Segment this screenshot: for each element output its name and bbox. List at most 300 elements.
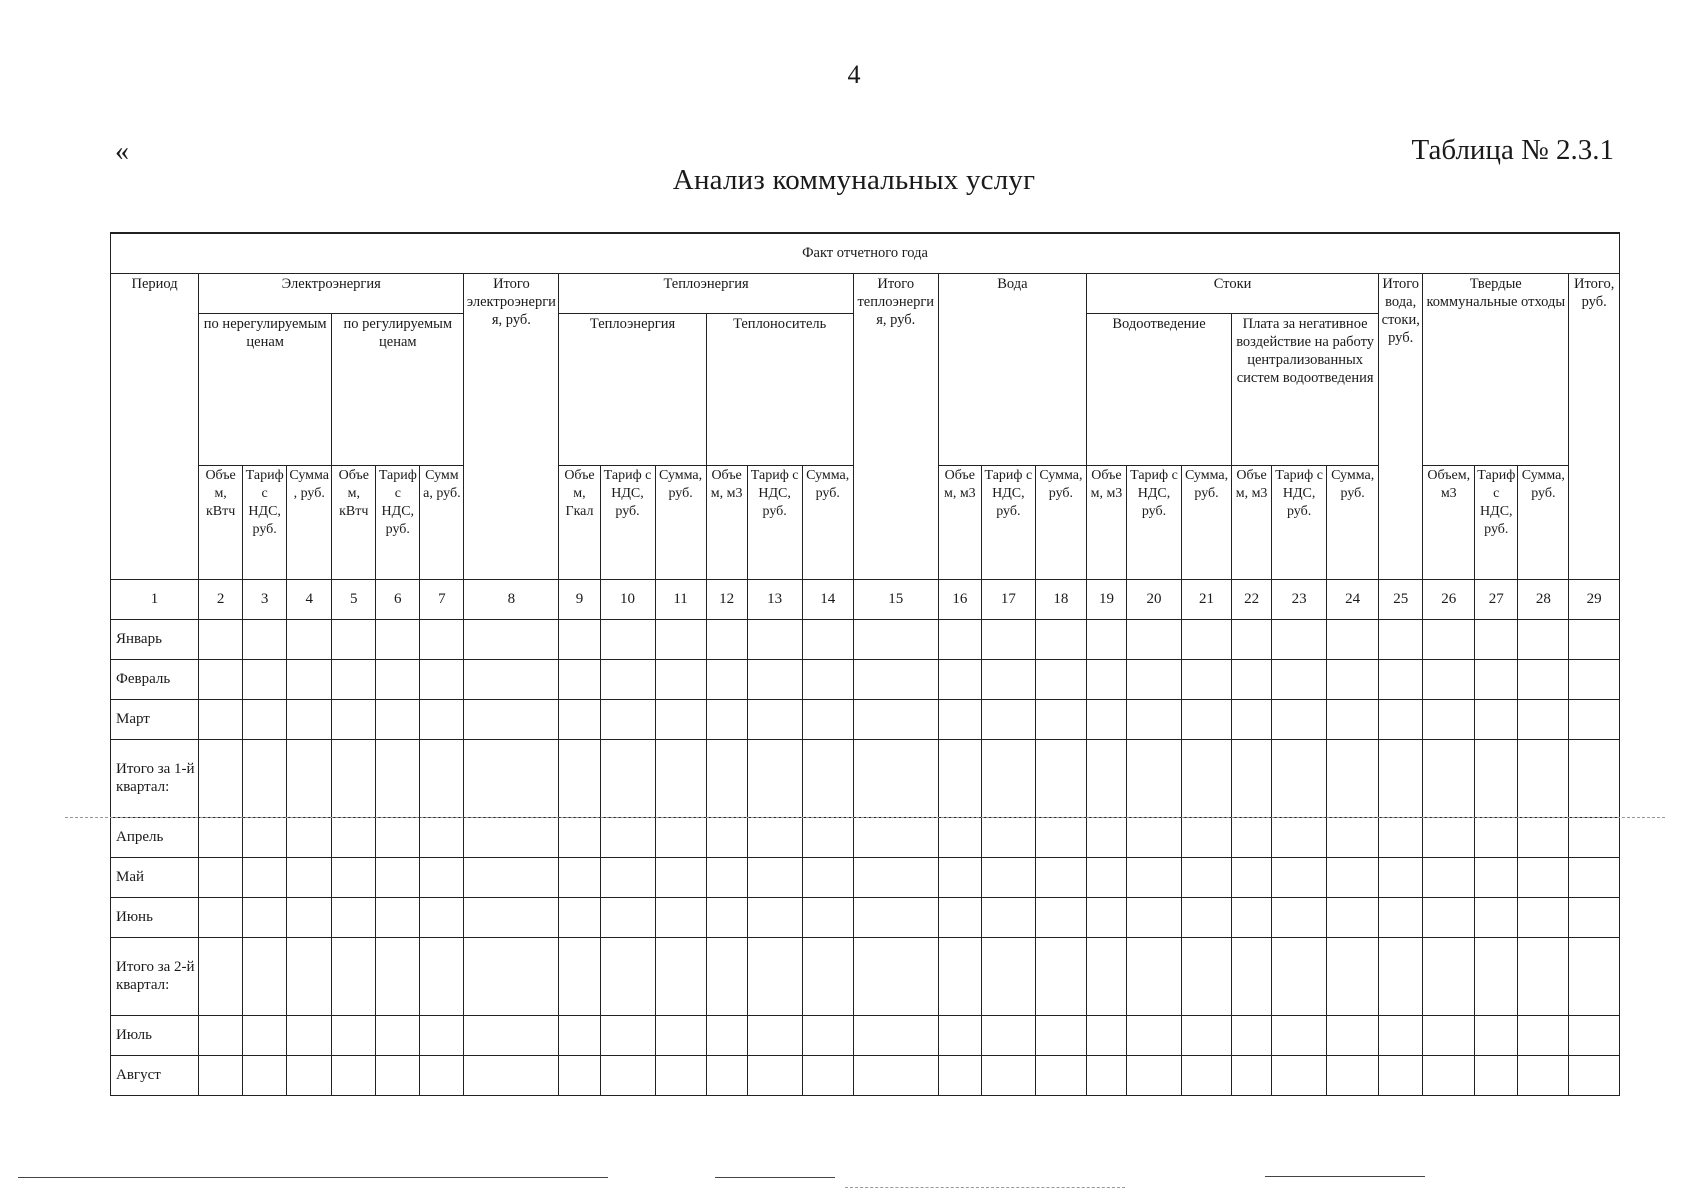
data-cell[interactable]	[981, 659, 1035, 699]
data-cell[interactable]	[376, 1015, 420, 1055]
column-number-cell: 21	[1182, 579, 1232, 619]
data-cell[interactable]	[600, 619, 655, 659]
data-cell[interactable]	[464, 659, 559, 699]
table-row	[111, 897, 1620, 937]
data-cell[interactable]	[1569, 857, 1620, 897]
column-number-cell: 18	[1035, 579, 1086, 619]
data-cell[interactable]	[747, 619, 802, 659]
data-cell[interactable]	[747, 659, 802, 699]
data-cell[interactable]	[706, 699, 747, 739]
data-cell[interactable]	[243, 739, 287, 817]
data-cell[interactable]	[332, 699, 376, 739]
data-cell[interactable]	[1182, 699, 1232, 739]
data-cell[interactable]	[1475, 857, 1518, 897]
page-number: 4	[847, 60, 861, 89]
data-cell[interactable]	[1126, 897, 1181, 937]
data-cell[interactable]	[802, 1055, 853, 1095]
data-cell[interactable]	[332, 817, 376, 857]
data-cell[interactable]	[1126, 1015, 1181, 1055]
data-cell[interactable]	[938, 739, 981, 817]
data-cell[interactable]	[376, 619, 420, 659]
data-cell[interactable]	[1126, 659, 1181, 699]
data-cell[interactable]	[1569, 1055, 1620, 1095]
data-cell[interactable]	[1126, 857, 1181, 897]
data-cell[interactable]	[1272, 817, 1327, 857]
data-cell[interactable]	[853, 1055, 938, 1095]
data-cell[interactable]	[420, 619, 464, 659]
data-cell[interactable]	[420, 1015, 464, 1055]
data-cell[interactable]	[464, 739, 559, 817]
data-cell[interactable]	[559, 1015, 600, 1055]
data-cell[interactable]	[287, 739, 332, 817]
data-cell[interactable]	[1182, 619, 1232, 659]
data-cell[interactable]	[376, 857, 420, 897]
data-cell[interactable]	[938, 1055, 981, 1095]
data-cell[interactable]	[1232, 817, 1272, 857]
data-cell[interactable]	[600, 659, 655, 699]
data-cell[interactable]	[1272, 857, 1327, 897]
data-cell[interactable]	[1232, 1055, 1272, 1095]
data-cell[interactable]	[938, 1015, 981, 1055]
data-cell[interactable]	[199, 857, 243, 897]
data-cell[interactable]	[1327, 937, 1379, 1015]
data-cell[interactable]	[1379, 1015, 1423, 1055]
data-cell[interactable]	[600, 817, 655, 857]
data-cell[interactable]	[1232, 1015, 1272, 1055]
data-cell[interactable]	[747, 817, 802, 857]
data-cell[interactable]	[938, 857, 981, 897]
data-cell[interactable]	[706, 817, 747, 857]
data-cell[interactable]	[1475, 817, 1518, 857]
data-cell[interactable]	[1379, 897, 1423, 937]
data-cell[interactable]	[655, 1015, 706, 1055]
data-cell[interactable]	[655, 897, 706, 937]
data-cell[interactable]	[420, 739, 464, 817]
data-cell[interactable]	[706, 857, 747, 897]
data-cell[interactable]	[1086, 937, 1126, 1015]
data-cell[interactable]	[243, 619, 287, 659]
data-cell[interactable]	[287, 817, 332, 857]
data-cell[interactable]	[1086, 1015, 1126, 1055]
data-cell[interactable]	[1379, 1055, 1423, 1095]
data-cell[interactable]	[243, 1015, 287, 1055]
data-cell[interactable]	[981, 699, 1035, 739]
data-cell[interactable]	[747, 897, 802, 937]
data-cell[interactable]	[1272, 1015, 1327, 1055]
data-cell[interactable]	[600, 937, 655, 1015]
data-cell[interactable]	[420, 699, 464, 739]
data-cell[interactable]	[747, 739, 802, 817]
data-cell[interactable]	[464, 937, 559, 1015]
data-cell[interactable]	[1423, 857, 1475, 897]
waste-header: Твердые коммунальные отходы	[1423, 273, 1569, 465]
data-cell[interactable]	[1569, 817, 1620, 857]
data-cell[interactable]	[332, 1055, 376, 1095]
data-cell[interactable]	[1569, 937, 1620, 1015]
data-cell[interactable]	[199, 619, 243, 659]
data-cell[interactable]	[199, 659, 243, 699]
data-cell[interactable]	[1475, 619, 1518, 659]
data-cell[interactable]	[706, 897, 747, 937]
data-cell[interactable]	[981, 619, 1035, 659]
data-cell[interactable]	[1035, 937, 1086, 1015]
data-cell[interactable]	[1475, 897, 1518, 937]
data-cell[interactable]	[287, 857, 332, 897]
data-cell[interactable]	[420, 1055, 464, 1095]
data-cell[interactable]	[1232, 739, 1272, 817]
data-cell[interactable]	[1272, 739, 1327, 817]
sewage-header: Стоки	[1086, 273, 1378, 313]
data-cell[interactable]	[464, 1055, 559, 1095]
data-cell[interactable]	[1182, 659, 1232, 699]
data-cell[interactable]	[332, 739, 376, 817]
data-cell[interactable]	[199, 1055, 243, 1095]
data-cell[interactable]	[420, 817, 464, 857]
data-cell[interactable]	[1035, 699, 1086, 739]
data-cell[interactable]	[802, 857, 853, 897]
data-cell[interactable]	[1272, 619, 1327, 659]
data-cell[interactable]	[1518, 659, 1569, 699]
data-cell[interactable]	[376, 1055, 420, 1095]
data-cell[interactable]	[1086, 699, 1126, 739]
data-cell[interactable]	[199, 1015, 243, 1055]
data-cell[interactable]	[287, 659, 332, 699]
data-cell[interactable]	[243, 699, 287, 739]
data-cell[interactable]	[1182, 857, 1232, 897]
data-cell[interactable]	[1379, 937, 1423, 1015]
data-cell[interactable]	[1182, 937, 1232, 1015]
data-cell[interactable]	[1086, 817, 1126, 857]
data-cell[interactable]	[706, 1015, 747, 1055]
data-cell[interactable]	[655, 857, 706, 897]
data-cell[interactable]	[1035, 1055, 1086, 1095]
data-cell[interactable]	[1086, 897, 1126, 937]
data-cell[interactable]	[1232, 937, 1272, 1015]
data-cell[interactable]	[243, 897, 287, 937]
data-cell[interactable]	[1327, 897, 1379, 937]
data-cell[interactable]	[1232, 659, 1272, 699]
data-cell[interactable]	[559, 897, 600, 937]
heat-energy-header: Теплоэнергия	[559, 313, 706, 465]
data-cell[interactable]	[1035, 659, 1086, 699]
data-cell[interactable]	[1126, 1055, 1181, 1095]
data-cell[interactable]	[853, 739, 938, 817]
data-cell[interactable]	[1182, 739, 1232, 817]
data-cell[interactable]	[287, 897, 332, 937]
data-cell[interactable]	[938, 659, 981, 699]
data-cell[interactable]	[464, 817, 559, 857]
data-cell[interactable]	[706, 937, 747, 1015]
table-number: Таблица № 2.3.1	[1411, 134, 1614, 166]
unit-tariff: Тариф с НДС, руб.	[243, 465, 287, 579]
data-cell[interactable]	[853, 659, 938, 699]
data-cell[interactable]	[420, 857, 464, 897]
data-cell[interactable]	[1379, 857, 1423, 897]
data-cell[interactable]	[1518, 897, 1569, 937]
data-cell[interactable]	[802, 619, 853, 659]
data-cell[interactable]	[655, 937, 706, 1015]
data-cell[interactable]	[1379, 619, 1423, 659]
data-cell[interactable]	[1035, 817, 1086, 857]
data-cell[interactable]	[853, 857, 938, 897]
data-cell[interactable]	[600, 1015, 655, 1055]
data-cell[interactable]	[1272, 897, 1327, 937]
data-cell[interactable]	[853, 619, 938, 659]
data-cell[interactable]	[1327, 817, 1379, 857]
data-cell[interactable]	[287, 1055, 332, 1095]
data-cell[interactable]	[1518, 1055, 1569, 1095]
data-cell[interactable]	[1126, 739, 1181, 817]
data-cell[interactable]	[802, 699, 853, 739]
data-cell[interactable]	[655, 619, 706, 659]
scan-artifact-line	[1265, 1176, 1425, 1177]
data-cell[interactable]	[1423, 659, 1475, 699]
data-cell[interactable]	[559, 937, 600, 1015]
data-cell[interactable]	[376, 699, 420, 739]
data-cell[interactable]	[1569, 897, 1620, 937]
data-cell[interactable]	[1518, 739, 1569, 817]
data-cell[interactable]	[981, 1055, 1035, 1095]
data-cell[interactable]	[1569, 659, 1620, 699]
data-cell[interactable]	[1327, 1055, 1379, 1095]
data-cell[interactable]	[1327, 699, 1379, 739]
data-cell[interactable]	[1518, 937, 1569, 1015]
data-cell[interactable]	[655, 1055, 706, 1095]
data-cell[interactable]	[559, 857, 600, 897]
data-cell[interactable]	[1327, 619, 1379, 659]
data-cell[interactable]	[1423, 937, 1475, 1015]
data-cell[interactable]	[747, 1015, 802, 1055]
data-cell[interactable]	[802, 739, 853, 817]
data-cell[interactable]	[1423, 739, 1475, 817]
data-cell[interactable]	[243, 817, 287, 857]
data-cell[interactable]	[1475, 1015, 1518, 1055]
data-cell[interactable]	[464, 897, 559, 937]
data-cell[interactable]	[938, 619, 981, 659]
data-cell[interactable]	[600, 699, 655, 739]
data-cell[interactable]	[1423, 1015, 1475, 1055]
data-cell[interactable]	[600, 739, 655, 817]
data-cell[interactable]	[332, 937, 376, 1015]
data-cell[interactable]	[938, 937, 981, 1015]
data-cell[interactable]	[802, 897, 853, 937]
row-label: Апрель	[111, 817, 199, 857]
data-cell[interactable]	[332, 659, 376, 699]
data-cell[interactable]	[1569, 1015, 1620, 1055]
unit-tariff: Тариф с НДС, руб.	[747, 465, 802, 579]
data-cell[interactable]	[559, 659, 600, 699]
data-cell[interactable]	[802, 817, 853, 857]
data-cell[interactable]	[1086, 659, 1126, 699]
data-cell[interactable]	[1379, 739, 1423, 817]
data-cell[interactable]	[1327, 739, 1379, 817]
data-cell[interactable]	[332, 897, 376, 937]
data-cell[interactable]	[1232, 699, 1272, 739]
data-cell[interactable]	[376, 937, 420, 1015]
data-cell[interactable]	[1035, 897, 1086, 937]
data-cell[interactable]	[332, 1015, 376, 1055]
data-cell[interactable]	[981, 817, 1035, 857]
data-cell[interactable]	[600, 1055, 655, 1095]
data-cell[interactable]	[1569, 699, 1620, 739]
data-cell[interactable]	[802, 937, 853, 1015]
data-cell[interactable]	[706, 1055, 747, 1095]
data-cell[interactable]	[1232, 619, 1272, 659]
unit-sum: Сумма, руб.	[1035, 465, 1086, 579]
data-cell[interactable]	[1232, 897, 1272, 937]
data-cell[interactable]	[655, 659, 706, 699]
data-cell[interactable]	[1126, 699, 1181, 739]
data-cell[interactable]	[1272, 937, 1327, 1015]
data-cell[interactable]	[1475, 659, 1518, 699]
data-cell[interactable]	[1423, 699, 1475, 739]
data-cell[interactable]	[1272, 659, 1327, 699]
data-cell[interactable]	[1327, 1015, 1379, 1055]
data-cell[interactable]	[559, 699, 600, 739]
data-cell[interactable]	[1272, 1055, 1327, 1095]
table-row	[111, 817, 1620, 857]
data-cell[interactable]	[981, 937, 1035, 1015]
data-cell[interactable]	[655, 739, 706, 817]
data-cell[interactable]	[1518, 817, 1569, 857]
data-cell[interactable]	[706, 739, 747, 817]
data-cell[interactable]	[199, 897, 243, 937]
data-cell[interactable]	[747, 857, 802, 897]
data-cell[interactable]	[199, 937, 243, 1015]
data-cell[interactable]	[1035, 857, 1086, 897]
data-cell[interactable]	[1086, 619, 1126, 659]
data-cell[interactable]	[1423, 897, 1475, 937]
data-cell[interactable]	[1126, 619, 1181, 659]
data-cell[interactable]	[243, 857, 287, 897]
data-cell[interactable]	[287, 619, 332, 659]
unregulated-header: по нерегулируемым ценам	[199, 313, 332, 465]
data-cell[interactable]	[1182, 1015, 1232, 1055]
data-cell[interactable]	[1035, 739, 1086, 817]
data-cell[interactable]	[1379, 699, 1423, 739]
data-cell[interactable]	[243, 1055, 287, 1095]
data-cell[interactable]	[559, 817, 600, 857]
data-cell[interactable]	[1126, 817, 1181, 857]
row-label: Май	[111, 857, 199, 897]
data-cell[interactable]	[376, 817, 420, 857]
data-cell[interactable]	[376, 897, 420, 937]
data-cell[interactable]	[1232, 857, 1272, 897]
column-number-cell: 7	[420, 579, 464, 619]
data-cell[interactable]	[332, 619, 376, 659]
data-cell[interactable]	[332, 857, 376, 897]
data-cell[interactable]	[1423, 817, 1475, 857]
data-cell[interactable]	[1518, 857, 1569, 897]
data-cell[interactable]	[376, 659, 420, 699]
data-cell[interactable]	[464, 857, 559, 897]
data-cell[interactable]	[464, 1015, 559, 1055]
data-cell[interactable]	[853, 937, 938, 1015]
data-cell[interactable]	[981, 739, 1035, 817]
data-cell[interactable]	[1035, 619, 1086, 659]
data-cell[interactable]	[853, 699, 938, 739]
data-cell[interactable]	[1126, 937, 1181, 1015]
data-cell[interactable]	[1379, 659, 1423, 699]
data-cell[interactable]	[1327, 857, 1379, 897]
data-cell[interactable]	[199, 817, 243, 857]
data-cell[interactable]	[802, 1015, 853, 1055]
data-cell[interactable]	[938, 897, 981, 937]
data-cell[interactable]	[199, 699, 243, 739]
data-cell[interactable]	[420, 937, 464, 1015]
data-cell[interactable]	[1086, 739, 1126, 817]
data-cell[interactable]	[600, 897, 655, 937]
data-cell[interactable]	[1518, 699, 1569, 739]
data-cell[interactable]	[243, 937, 287, 1015]
column-number-cell: 3	[243, 579, 287, 619]
data-cell[interactable]	[1423, 619, 1475, 659]
data-cell[interactable]	[747, 937, 802, 1015]
data-cell[interactable]	[938, 699, 981, 739]
data-cell[interactable]	[706, 659, 747, 699]
data-cell[interactable]	[706, 619, 747, 659]
data-cell[interactable]	[376, 739, 420, 817]
data-cell[interactable]	[1475, 937, 1518, 1015]
data-cell[interactable]	[655, 699, 706, 739]
data-cell[interactable]	[1182, 897, 1232, 937]
data-cell[interactable]	[938, 817, 981, 857]
data-cell[interactable]	[853, 1015, 938, 1055]
data-cell[interactable]	[243, 659, 287, 699]
data-cell[interactable]	[287, 1015, 332, 1055]
data-cell[interactable]	[559, 739, 600, 817]
data-cell[interactable]	[981, 857, 1035, 897]
data-cell[interactable]	[1086, 1055, 1126, 1095]
data-cell[interactable]	[559, 619, 600, 659]
data-cell[interactable]	[1182, 817, 1232, 857]
data-cell[interactable]	[600, 857, 655, 897]
data-cell[interactable]	[1475, 1055, 1518, 1095]
data-cell[interactable]	[747, 699, 802, 739]
data-cell[interactable]	[420, 897, 464, 937]
data-cell[interactable]	[1327, 659, 1379, 699]
data-cell[interactable]	[1569, 739, 1620, 817]
data-cell[interactable]	[1518, 619, 1569, 659]
data-cell[interactable]	[199, 739, 243, 817]
data-cell[interactable]	[287, 699, 332, 739]
column-number-cell: 24	[1327, 579, 1379, 619]
data-cell[interactable]	[747, 1055, 802, 1095]
data-cell[interactable]	[853, 817, 938, 857]
data-cell[interactable]	[1569, 619, 1620, 659]
data-cell[interactable]	[1086, 857, 1126, 897]
data-cell[interactable]	[981, 1015, 1035, 1055]
data-cell[interactable]	[1379, 817, 1423, 857]
data-cell[interactable]	[802, 659, 853, 699]
data-cell[interactable]	[559, 1055, 600, 1095]
data-cell[interactable]	[1182, 1055, 1232, 1095]
data-cell[interactable]	[1518, 1015, 1569, 1055]
column-number-cell: 20	[1126, 579, 1181, 619]
data-cell[interactable]	[853, 897, 938, 937]
data-cell[interactable]	[981, 897, 1035, 937]
data-cell[interactable]	[287, 937, 332, 1015]
data-cell[interactable]	[1475, 739, 1518, 817]
data-cell[interactable]	[420, 659, 464, 699]
data-cell[interactable]	[1423, 1055, 1475, 1095]
data-cell[interactable]	[464, 699, 559, 739]
data-cell[interactable]	[1035, 1015, 1086, 1055]
data-cell[interactable]	[1272, 699, 1327, 739]
data-cell[interactable]	[655, 817, 706, 857]
data-cell[interactable]	[464, 619, 559, 659]
data-cell[interactable]	[1475, 699, 1518, 739]
